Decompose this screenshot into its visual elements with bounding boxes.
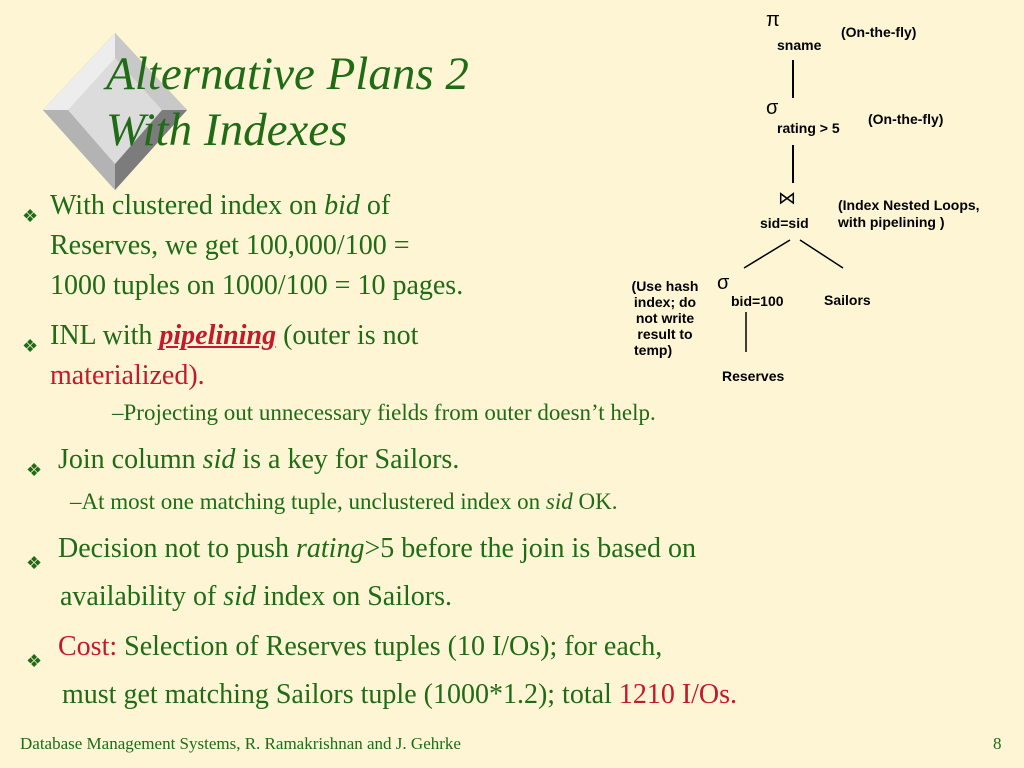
text: Reserves, we get 100,000/100 = [50, 230, 410, 261]
text: Cost: [58, 631, 118, 662]
text: availability of [60, 581, 224, 612]
selection-subscript: bid=100 [731, 293, 784, 309]
text: 1210 I/Os. [618, 679, 738, 710]
text: Join column [58, 444, 203, 475]
reserves-leaf: Reserves [722, 368, 785, 384]
pi-symbol: π [766, 9, 780, 31]
note-line: (Use hash [631, 278, 699, 294]
text: of [359, 190, 391, 221]
selection-note [620, 278, 710, 358]
bullet-icon: ❖ [26, 553, 43, 573]
edge-line [792, 145, 794, 183]
sigma-subscript: rating > 5 [777, 120, 840, 136]
join-note-1: (Index Nested Loops, [838, 197, 980, 213]
title-line-2: With Indexes [106, 104, 348, 156]
bullet-icon: ❖ [26, 460, 43, 480]
bullet-1 [22, 186, 622, 306]
sub-bullet-2 [70, 489, 617, 515]
text: >5 [364, 533, 395, 564]
text: Selection of Reserves tuples (10 I/Os); for each, [117, 631, 663, 662]
text: –At most one matching tuple, unclustered index on [70, 489, 546, 514]
footer-text: Database Management Systems, R. Ramakrishnan and J. Gehrke [20, 734, 461, 753]
note-line: temp) [634, 342, 673, 358]
text: OK. [572, 489, 618, 514]
text: INL with [50, 320, 160, 351]
title-line-1: Alternative Plans 2 [106, 48, 469, 100]
pipelining-link[interactable]: pipelining [159, 320, 277, 351]
sub-bullet-1: –Projecting out unnecessary fields from outer doesn’t help. [112, 400, 656, 425]
sailors-leaf: Sailors [824, 292, 871, 308]
page-number: 8 [993, 734, 1002, 753]
text: 1000 tuples on 1000/100 = 10 pages. [50, 270, 464, 301]
italic-text: rating [296, 533, 365, 564]
selection-sigma-symbol: σ [717, 272, 730, 294]
note-line: not write [635, 310, 695, 326]
text: materialized). [50, 360, 205, 391]
sigma-note: (On-the-fly) [868, 111, 944, 127]
italic-text: bid [324, 190, 360, 221]
bullet-icon: ❖ [22, 336, 39, 356]
note-line: index; do [633, 294, 697, 310]
text: (outer is not [276, 320, 419, 351]
text: before the join is based on [394, 533, 696, 564]
pi-subscript: sname [777, 37, 822, 53]
join-symbol: ⋈ [778, 188, 796, 208]
sigma-symbol: σ [766, 97, 779, 119]
join-note-2: with pipelining ) [838, 214, 945, 230]
edge-line [792, 60, 794, 98]
text: With clustered index on [50, 190, 325, 221]
bullet-4 [26, 525, 696, 621]
bullet-2 [22, 316, 622, 396]
pi-note: (On-the-fly) [841, 24, 917, 40]
bullet-icon: ❖ [26, 651, 43, 671]
join-subscript: sid=sid [760, 215, 809, 231]
slide-title [106, 46, 469, 158]
bullet-icon: ❖ [22, 206, 39, 226]
bullet-3 [26, 440, 459, 480]
text: Decision not to push [58, 533, 296, 564]
text: must get matching Sailors tuple (1000*1.2); total [62, 679, 619, 710]
italic-text: sid [202, 444, 236, 475]
text: is a key for Sailors. [235, 444, 460, 475]
text: index on Sailors. [255, 581, 452, 612]
bullet-5 [26, 623, 737, 719]
italic-text: sid [223, 581, 256, 612]
italic-text: sid [545, 489, 573, 514]
note-line: result to [637, 326, 693, 342]
